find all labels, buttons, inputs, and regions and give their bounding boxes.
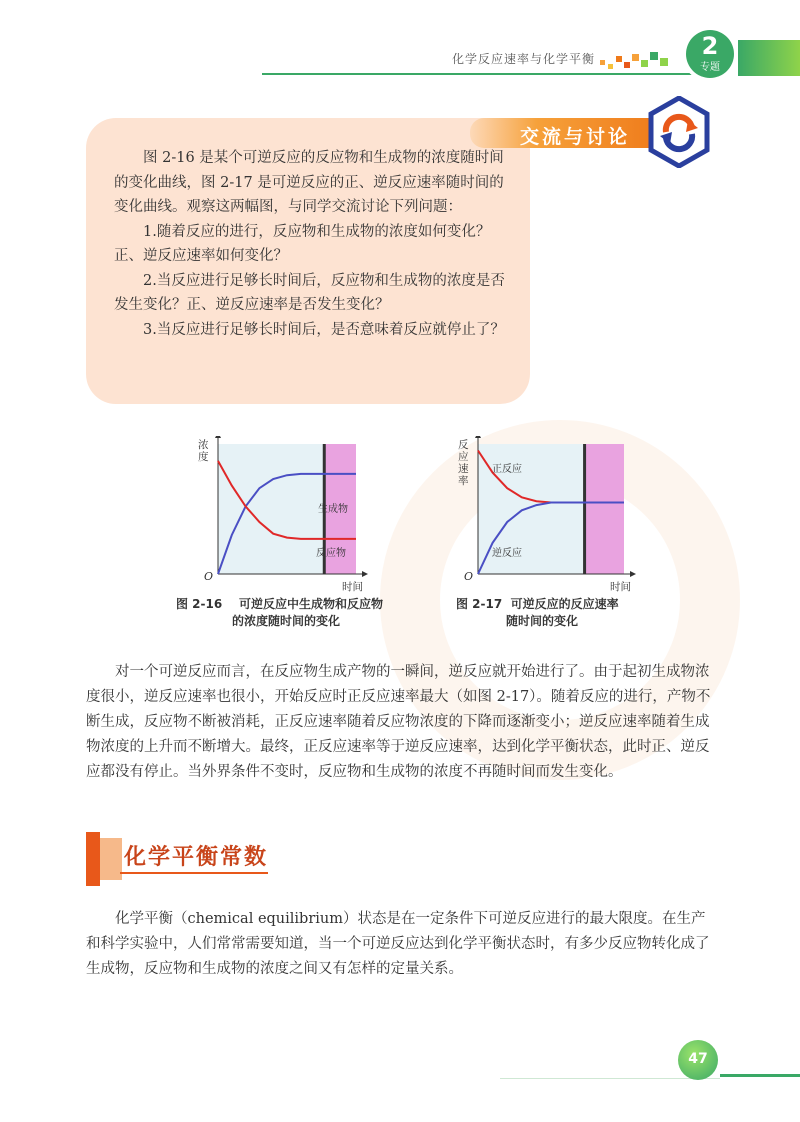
fig1-y-label-char-1: 浓: [198, 439, 209, 451]
fig2-y-arrow: [475, 436, 481, 438]
fig1-y-arrow: [215, 436, 221, 438]
chapter-title: 化学反应速率与化学平衡: [452, 52, 596, 66]
fig1-origin-label: O: [204, 570, 214, 583]
figure-2-16-caption-line1: 可逆反应中生成物和反应物: [238, 597, 383, 611]
fig2-y-label-char-3: 速: [458, 463, 469, 475]
fig1-y-label-char-2: 度: [198, 451, 209, 463]
section-text: [86, 907, 716, 982]
chapter-badge-label: 专题: [700, 62, 720, 73]
discussion-intro: 图 2-16 是某个可逆反应的反应物和生成物的浓度随时间的变化曲线，图 2-17 是可逆反应的正、逆反应速率随时间的变化曲线。观察这两幅图，与同学交流讨论下列问题：: [114, 150, 504, 215]
figure-2-16-caption: [176, 596, 416, 630]
discussion-cycle-icon: [648, 96, 710, 168]
section-accent-bar: [86, 832, 100, 886]
figure-2-16-caption-line2: 的浓度随时间的变化: [232, 614, 341, 628]
figure-2-16-number: 图 2-16: [176, 597, 223, 611]
header-green-band: [738, 40, 800, 76]
fig1-x-arrow: [362, 571, 368, 577]
section-accent-block: [100, 838, 122, 880]
footer-green-band: [720, 1074, 800, 1077]
fig2-equilibrium-shade: [585, 444, 624, 574]
fig2-y-label-char-4: 率: [458, 475, 469, 487]
fig1-x-label: 时间: [342, 581, 363, 592]
body-text: [86, 660, 716, 785]
figure-2-17-caption: [456, 596, 656, 630]
discussion-question-1: 1.随着反应的进行，反应物和生成物的浓度如何变化？正、逆反应速率如何变化？: [114, 223, 491, 264]
fig2-x-label: 时间: [610, 581, 631, 592]
discussion-question-2: 2.当反应进行足够长时间后，反应物和生成物的浓度是否发生变化？正、逆反应速率是否发生变化？: [114, 272, 505, 313]
figure-2-16-chart: [196, 436, 372, 592]
figure-2-17-caption-line2: 随时间的变化: [506, 614, 579, 628]
fig2-series-label-2: 逆反应: [492, 548, 522, 559]
fig1-series-label-1: 生成物: [318, 504, 348, 515]
figure-2-17-caption-line1: 可逆反应的反应速率: [510, 597, 619, 611]
figure-2-17-number: 图 2-17: [456, 597, 503, 611]
section-underline: [120, 872, 268, 874]
fig2-x-arrow: [630, 571, 636, 577]
section-paragraph: 化学平衡（chemical equilibrium）状态是在一定条件下可逆反应进行的最大限度。在生产和科学实验中，人们常常需要知道，当一个可逆反应达到化学平衡状态时，有多少反应物转化成了生成物，反应物和生成物的浓度之间又有怎样的定量关系。: [86, 911, 710, 977]
body-paragraph: 对一个可逆反应而言，在反应物生成产物的一瞬间，逆反应就开始进行了。由于起初生成物浓度很小，逆反应速率也很小，开始反应时正反应速率最大（如图 2-17）。随着反应的进行，产物不断生成，反应物不断被消耗，正反应速率随着反应物浓度的下降而逐渐变小；逆反应速率随着生成物浓度的上升而不断增大。最终，正反应速率等于逆反应速率，达到化学平衡状态，此时正、逆反应都没有停止。当外界条件不变时，反应物和生成物的浓度不再随时间而发生变化。: [86, 664, 711, 780]
fig2-y-label-char-1: 反: [458, 439, 469, 451]
chapter-badge-number: 2: [701, 32, 719, 60]
fig2-y-label-char-2: 应: [458, 451, 469, 463]
discussion-banner-title: 交流与讨论: [520, 126, 631, 148]
page-number: 47: [688, 1051, 708, 1067]
discussion-question-3: 3.当反应进行足够长时间后，是否意味着反应就停止了？: [143, 321, 505, 338]
discussion-text: [114, 146, 514, 342]
fig2-series-label-1: 正反应: [492, 464, 522, 475]
figure-2-17-chart: [456, 436, 640, 592]
footer-rule: [500, 1078, 720, 1079]
fig1-series-label-2: 反应物: [316, 548, 346, 559]
fig2-origin-label: O: [464, 570, 474, 583]
header-dots-decoration: [596, 46, 676, 74]
section-title: 化学平衡常数: [124, 845, 269, 870]
